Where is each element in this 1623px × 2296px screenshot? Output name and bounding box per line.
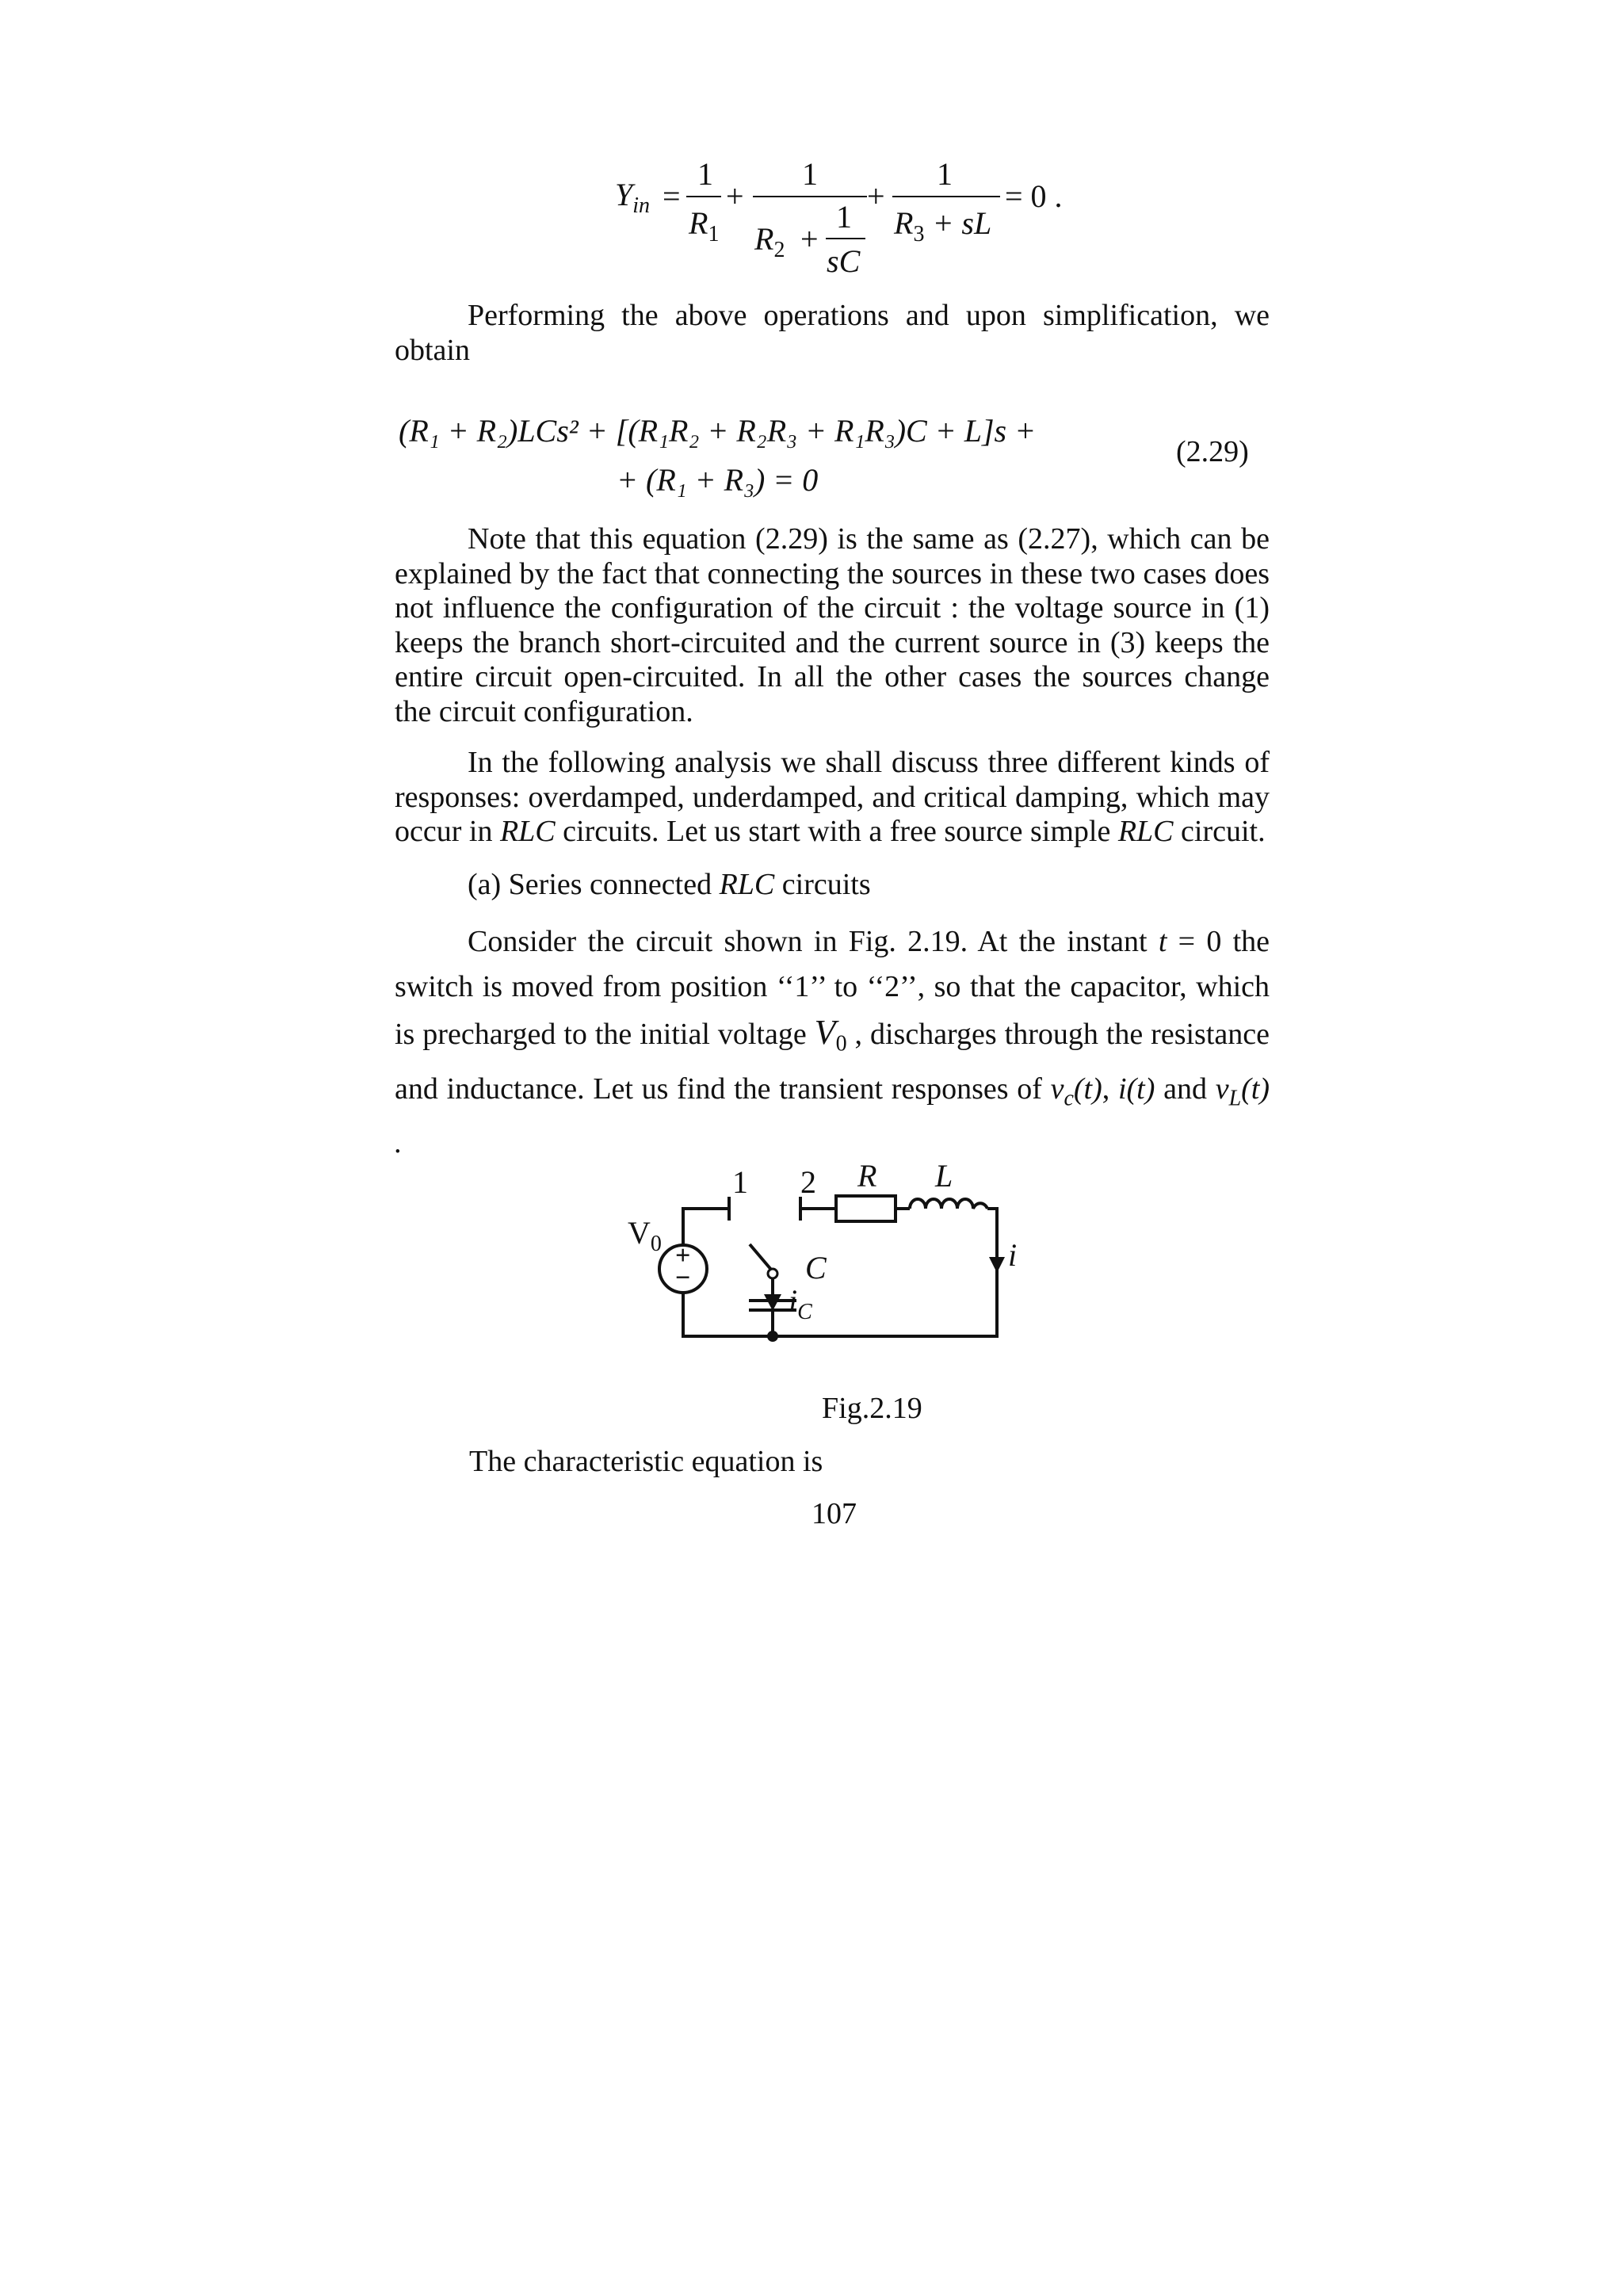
- capacitor-current-label: $i_C$: [789, 1283, 812, 1324]
- right-wire: [987, 1209, 997, 1331]
- equals-sign: =: [663, 178, 681, 214]
- inductor-label: L: [935, 1158, 953, 1194]
- source-plus-sign: +: [675, 1241, 691, 1270]
- paragraph-note: Note that this equation (2.29) is the same as (2.27), which can be explained by the fact that connecting the sources in these two cases does not influence the configuration of the circuit : the voltage source in (1) keeps the branch short-circuited and the current source in (3) keeps the entire circuit open-circuited. In all the other cases the sources change the circuit configuration.: [395, 522, 1270, 728]
- switch-arm: [750, 1244, 772, 1270]
- frac1-numerator: 1: [697, 156, 713, 192]
- bottom-wire: [683, 1328, 997, 1336]
- loop-current-arrow: [989, 1257, 1005, 1273]
- switch-pivot: [768, 1269, 777, 1278]
- page-number: 107: [812, 1497, 857, 1530]
- position-2-label: 2: [800, 1164, 816, 1200]
- figure-caption: Fig.2.19: [822, 1392, 922, 1425]
- paragraph-following: In the following analysis we shall discuss three different kinds of responses: overdamped, underdamped, and critical damping, which may occur in RLC circuits. Let us start with a free source simple RLC circuit.: [395, 746, 1270, 848]
- plus-sign: +: [800, 221, 819, 257]
- frac3-numerator: 1: [937, 156, 953, 192]
- section-heading: (a) Series connected RLC circuits: [468, 868, 871, 901]
- equation-2-29-line2: + (R₁ + R₃) = 0: [617, 462, 819, 498]
- source-label: $V_0$: [628, 1215, 662, 1256]
- paragraph-consider: Consider the circuit shown in Fig. 2.19. At the instant t = 0 the switch is moved from position ‘‘1’’ to ‘‘2’’, so that the capacitor, which is precharged to the initial voltage $V_0$ , discharges through the resistance and inductance. Let us find the transient responses of $v_c(t)$, i(t) and $v_L(t)$ .: [395, 925, 1270, 1160]
- paragraph-characteristic: The characteristic equation is: [469, 1445, 823, 1478]
- capacitor-label: C: [805, 1250, 827, 1286]
- frac2-denominator-r2: $R_2$: [754, 221, 785, 262]
- paragraph-performing: Performing the above operations and upon simplification, we obtain: [395, 299, 1270, 367]
- equation-rhs: = 0 .: [1005, 178, 1063, 214]
- cap-current-arrow: [764, 1294, 781, 1311]
- inductor: [910, 1199, 987, 1209]
- frac2-numerator: 1: [802, 156, 818, 192]
- source-minus-sign: −: [675, 1263, 691, 1293]
- resistor: [836, 1196, 896, 1221]
- position-1-label: 1: [732, 1164, 748, 1200]
- equation-number: (2.29): [1176, 435, 1249, 468]
- frac1-denominator: $R_1$: [689, 205, 720, 246]
- loop-current-label: i: [1008, 1237, 1018, 1273]
- junction-node: [767, 1331, 778, 1342]
- plus-sign: +: [726, 178, 744, 214]
- resistor-label: R: [857, 1158, 877, 1194]
- equation-2-29-line1: (R₁ + R₂)LCs² + [(R₁R₂ + R₂R₃ + R₁R₃)C + L]s +: [399, 413, 1037, 449]
- inner-frac-numerator: 1: [836, 199, 852, 235]
- inner-frac-denominator: sC: [827, 243, 861, 279]
- plus-sign: +: [867, 178, 885, 214]
- yin-symbol: $Y_{in}$: [615, 177, 651, 218]
- frac3-denominator: $R_3$ + sL: [894, 205, 992, 246]
